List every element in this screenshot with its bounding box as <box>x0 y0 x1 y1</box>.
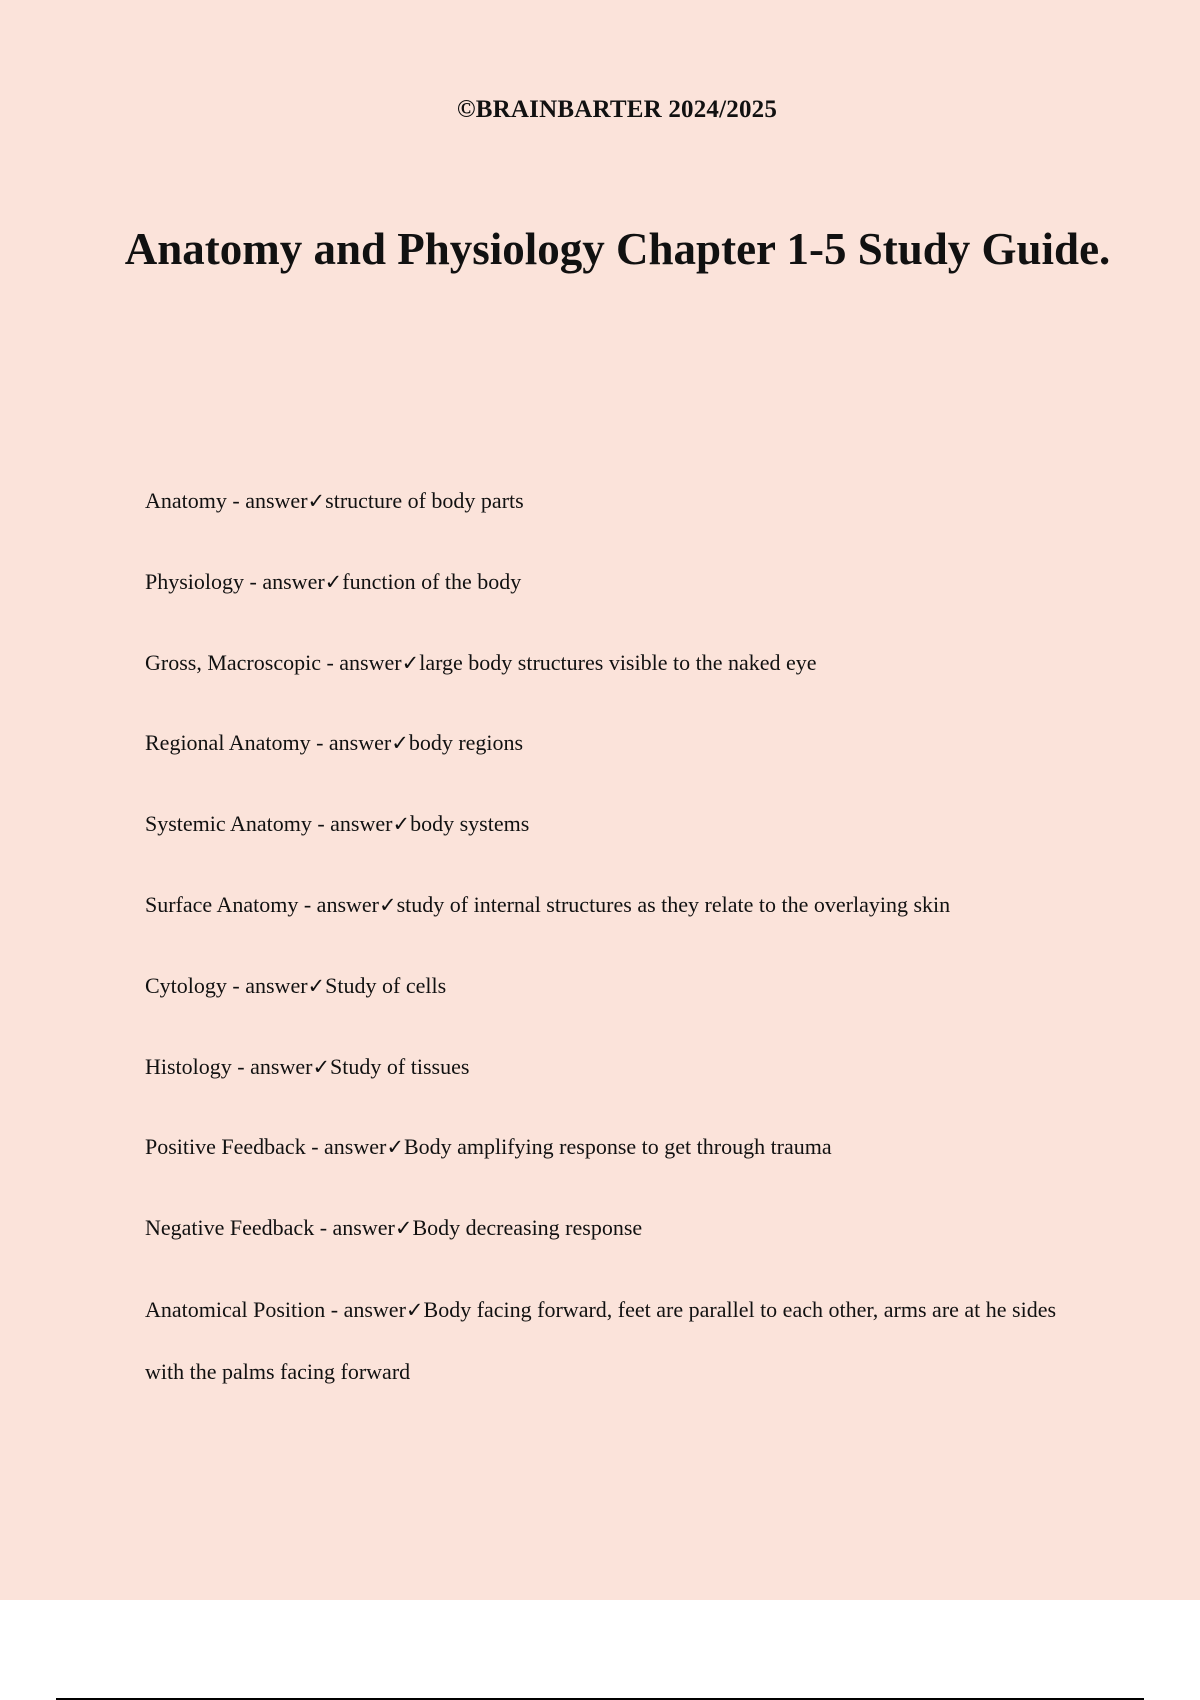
copyright-header: ©BRAINBARTER 2024/2025 <box>456 96 778 123</box>
answer: body regions <box>408 730 524 756</box>
list-item <box>145 1279 1075 1402</box>
answer-separator: - answer <box>314 1215 395 1241</box>
answer-separator: - answer <box>244 568 325 594</box>
term: Physiology <box>145 568 245 594</box>
check-icon: ✓ <box>391 731 409 756</box>
answer-separator: - answer <box>298 891 379 917</box>
term: Gross, Macroscopic <box>145 649 321 675</box>
answer: Body decreasing response <box>412 1215 643 1241</box>
answer-separator: - answer <box>311 811 393 837</box>
answer: Study of tissues <box>330 1053 470 1079</box>
answer-separator: - answer <box>320 649 402 675</box>
list-item <box>145 728 1075 758</box>
page-title: Anatomy and Physiology Chapter 1-5 Study Guide. <box>124 224 1111 274</box>
qa-list <box>145 486 1075 1453</box>
check-icon: ✓ <box>392 812 411 837</box>
term: Anatomy <box>145 488 227 513</box>
answer: study of internal structures as they relate to the overlaying skin <box>396 891 951 917</box>
term: Positive Feedback <box>145 1134 306 1160</box>
term: Histology <box>145 1053 232 1079</box>
answer: large body structures visible to the naked eye <box>419 649 817 675</box>
answer-separator: - answer <box>226 972 308 998</box>
answer: Study of cells <box>325 972 447 998</box>
answer-separator: - answer <box>305 1134 387 1160</box>
check-icon: ✓ <box>386 1135 404 1160</box>
list-item <box>145 1052 1075 1082</box>
answer: function of the body <box>342 568 522 594</box>
check-icon: ✓ <box>324 569 343 594</box>
answer: Body facing forward, feet are parallel to each other, arms are at he sides with the palms facing forward <box>145 1296 1057 1384</box>
check-icon: ✓ <box>394 1216 413 1241</box>
check-icon: ✓ <box>405 1297 424 1322</box>
answer-separator: - answer <box>310 730 392 756</box>
list-item <box>145 1132 1075 1162</box>
term: Regional Anatomy <box>145 730 311 756</box>
answer: Body amplifying response to get through trauma <box>403 1134 832 1160</box>
answer-separator: - answer <box>231 1053 313 1079</box>
answer-separator: - answer <box>325 1296 406 1322</box>
term: Cytology <box>145 972 227 998</box>
check-icon: ✓ <box>401 650 420 675</box>
answer: body systems <box>410 811 530 837</box>
list-item <box>145 971 1075 1001</box>
list-item <box>145 486 1075 516</box>
answer: structure of body parts <box>325 488 524 513</box>
term: Anatomical Position <box>145 1296 326 1322</box>
term: Systemic Anatomy <box>145 811 312 837</box>
check-icon: ✓ <box>307 489 326 513</box>
list-item <box>145 809 1075 839</box>
check-icon: ✓ <box>307 973 326 998</box>
list-item <box>145 567 1075 597</box>
term: Negative Feedback <box>145 1215 315 1241</box>
list-item <box>145 890 1075 920</box>
term: Surface Anatomy <box>145 891 299 917</box>
answer-separator: - answer <box>226 488 308 513</box>
list-item <box>145 648 1075 678</box>
check-icon: ✓ <box>379 892 397 917</box>
list-item <box>145 1213 1075 1243</box>
check-icon: ✓ <box>312 1054 331 1079</box>
